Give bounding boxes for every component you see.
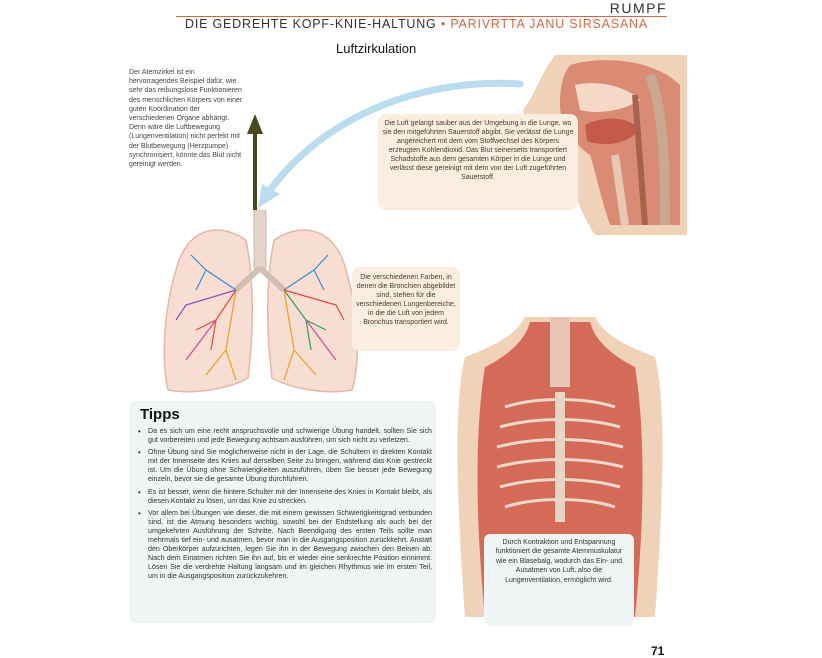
tips-heading: Tipps — [140, 406, 180, 423]
chapter-title: DIE GEDREHTE KOPF-KNIE-HALTUNG — [185, 17, 437, 31]
figure-title: Luftzirkulation — [336, 41, 417, 56]
tips-list — [136, 427, 432, 585]
figure-intro-text: Der Atemzirkel ist ein hervorragendes Beispiel dafür, wie sehr das reibungslose Funktionieren des menschlichen Körpers von einer guten Koordination der verschiedenen Organe abhängt. Denn wäre die Luftbewegung (Lungenventilation) nicht perfekt mit der Blutbewegung (Herzpumpe) synchronisiert, könnte das Blut nicht gereinigt werden. — [129, 69, 243, 169]
tip-item: • Da es sich um eine recht anspruchsvolle und schwierige Übung handelt, sollten Sie sich gut vorbereiten und jede Bewegung achtsam ausführen, um sich nicht zu verletzen. — [136, 427, 432, 445]
note-air-exchange — [378, 114, 578, 210]
lungs-bronchi-illustration — [156, 210, 364, 402]
tip-item: • Ohne Übung sind Sie möglicherweise nicht in der Lage, die Schultern in direkten Kontakt mit der Innenseite des Knies auf derselben Seite zu bringen, während das Knie gestreckt ist. Um die Übung ohne Schwierigkeiten auszuführen, üben Sie besser jede Bewegung einzeln, bevor sie die gesamte Übung durchführen. — [136, 448, 432, 484]
note-air-exchange-text: Die Luft gelangt sauber aus der Umgebung in die Lunge, wo sie den mitgeführten Sauerstoff abgibt. Sie verlässt die Lunge angereichert mit dem vom Stoffwechsel des Körpers erzeugten Kohlendioxid. Das Blut seinerseits transportiert Schadstoffe aus dem gesamten Körper in die Lunge und verlässt diese gereinigt mit dem von der Luft zugeführten Sauerstoff. — [382, 120, 574, 181]
page-number: 71 — [651, 644, 665, 658]
up-arrow-head — [247, 114, 263, 134]
section-label: RUMPF — [609, 0, 667, 16]
note-bronchi-colors-text: Die verschiedenen Farben, in denen die Bronchien abgebildet sind, stehen für die verschiedenen Lungenbereiche, in die die Luft von jedem Bronchus transportiert wird. — [356, 274, 456, 326]
tip-item: • Es ist besser, wenn die hintere Schulter mit der Innenseite des Knies in Kontakt bleibt, als diesen Kontakt zu lösen, um das Knie zu strecken. — [136, 488, 432, 506]
tip-item: • Vor allem bei Übungen wie dieser, die mit einem gewissen Schwierigkeitsgrad verbunden sind, ist die Atmung besonders wichtig, sowohl bei der Endstellung als auch bei der umgekehrten Ausführung der Schritte. Nach Beendigung des ersten Teils sollte man mehrmals tief ein- und ausatmen, bevor man in die Ausgangsposition zurückkehrt. Anstatt den Oberkörper aufzurichten, legen Sie ihn in der Bewegung zwischen den Beinen ab. Nach dem Einatmen richten Sie ihn auf, bis er wieder eine senkrechte Position einnimmt. Lösen Sie die verdrehte Haltung langsam und im gleichen Rhythmus wie im ersten Teil, um in die Ausgangsposition zurückzukehren. — [136, 509, 432, 582]
chapter-separator: • — [440, 17, 447, 31]
note-bronchi-colors — [352, 267, 460, 351]
right-lung — [268, 230, 358, 392]
trachea — [254, 210, 266, 268]
torso-caption: Durch Kontraktion und Entspannung funktioniert die gesamte Atemmuskulatur wie ein Blasebalg, wodurch das Ein- und Ausatmen von Luft, also die Lungenventilation, ermöglicht wird. — [484, 534, 634, 626]
chapter-subtitle: PARIVRTTA JANU SIRSASANA — [450, 17, 649, 31]
left-lung — [164, 230, 252, 392]
